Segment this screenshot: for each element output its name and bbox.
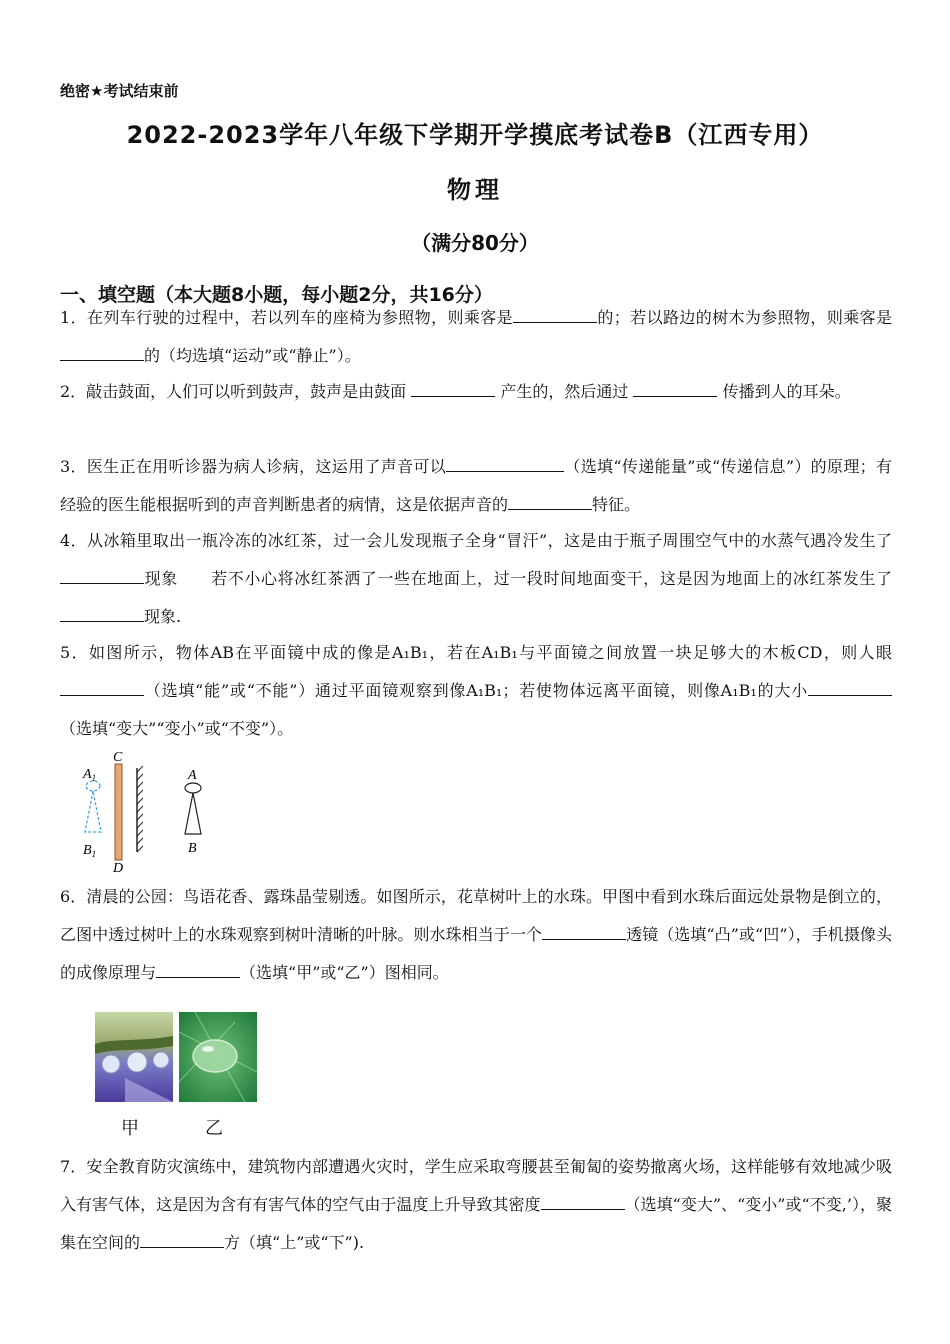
- question-text: （选填“能”或“不能”）通过平面镜观察到像A₁B₁；若使物体远离平面镜，则像A₁B₁的大小: [144, 681, 808, 700]
- question-text: 2．敲击鼓面，人们可以听到鼓声，鼓声是由鼓面: [60, 382, 407, 401]
- label-a: A: [188, 768, 197, 783]
- question-text: 4．从冰箱里取出一瓶冷冻的冰红茶，过一会儿发现瓶子全身“冒汗”，这是由于瓶子周围空气中的水蒸气遇冷发生了: [60, 531, 892, 550]
- label-a1: $A_1$: [83, 767, 97, 783]
- question-text: 6．清晨的公园：鸟语花香、露珠晶莹剔透。如图所示，花草树叶上的水珠。甲图中看到水珠后面远处景物是倒立的，乙图中透过树叶上的水珠观察到树叶清晰的叶脉。则水珠相当于一个: [60, 887, 892, 944]
- question-text: 5．如图所示，物体AB在平面镜中成的像是A₁B₁，若在A₁B₁与平面镜之间放置一块足够大的木板CD，则人眼: [60, 643, 892, 662]
- answer-blank[interactable]: [140, 1229, 224, 1248]
- object-body-shape: [185, 793, 201, 834]
- mirror-diagram: [75, 748, 215, 873]
- answer-blank[interactable]: [60, 603, 144, 622]
- droplet-shape: [102, 1055, 120, 1073]
- question-text: 3．医生正在用听诊器为病人诊病，这运用了声音可以: [60, 457, 447, 476]
- subject-title: 物理: [447, 176, 503, 204]
- question-7: [60, 1148, 892, 1262]
- question-3: [60, 448, 892, 524]
- droplet-shape: [193, 1040, 237, 1072]
- answer-blank[interactable]: [60, 565, 144, 584]
- question-text: 方（填“上”或“下”).: [224, 1233, 365, 1252]
- question-text: （选填“变大”、“变小”或“不变,’），聚集在空间的: [60, 1195, 892, 1252]
- secret-label: 绝密★考试结束前: [60, 82, 179, 100]
- object-tip-shape: [185, 783, 201, 793]
- droplet-shape: [153, 1052, 169, 1068]
- droplet-shape: [127, 1052, 147, 1072]
- droplet-highlight: [202, 1046, 214, 1052]
- question-text: 现象 若不小心将冰红茶洒了一些在地面上，过一段时间地面变干，这是因为地面上的冰红茶发生了: [144, 569, 892, 588]
- question-text: （选填“变大”“变小”或“不变”）。: [60, 719, 294, 738]
- mirror-hatching: [137, 766, 143, 852]
- question-text: 产生的，然后通过: [500, 382, 629, 401]
- question-5: [60, 634, 892, 748]
- question-text: 透镜（选填“凸”或“凹”），手机摄像头的成像原理与: [60, 925, 892, 982]
- label-b: B: [188, 841, 197, 856]
- question-text: 1．在列车行驶的过程中，若以列车的座椅为参照物，则乘客是: [60, 308, 514, 327]
- full-score: （满分80分）: [411, 231, 539, 255]
- question-2: [60, 373, 892, 411]
- question-6: [60, 878, 892, 992]
- answer-blank[interactable]: [446, 453, 564, 472]
- question-text: 7．安全教育防灾演练中，建筑物内部遭遇火灾时，学生应采取弯腰甚至匍匐的姿势撤离火场，这样能够有效地减少吸入有害气体，这是因为含有有害气体的空气由于温度上升导致其密度: [60, 1157, 892, 1214]
- answer-blank[interactable]: [633, 378, 717, 397]
- answer-blank[interactable]: [542, 921, 626, 940]
- droplet-photos: [95, 1012, 260, 1102]
- question-text: 的；若以路边的树木为参照物，则乘客是: [597, 308, 892, 327]
- caption-yi: 乙: [205, 1118, 223, 1139]
- answer-blank[interactable]: [508, 491, 592, 510]
- question-4: [60, 522, 892, 636]
- question-1: [60, 299, 892, 375]
- exam-title: 2022-2023学年八年级下学期开学摸底考试卷B（江西专用）: [126, 121, 824, 149]
- answer-blank[interactable]: [513, 304, 597, 323]
- question-text: 特征。: [592, 495, 641, 514]
- question-text: （选填“传递能量”或“传递信息”）的原理；有经验的医生能根据听到的声音判断患者的病情，这是依据声音的: [60, 457, 892, 514]
- answer-blank[interactable]: [60, 677, 144, 696]
- answer-blank[interactable]: [541, 1191, 625, 1210]
- answer-blank[interactable]: [411, 378, 495, 397]
- image-body-shape: [85, 791, 101, 832]
- section-heading: 一、填空题（本大题8小题，每小题2分，共16分）: [60, 284, 493, 306]
- question-text: 现象.: [144, 607, 182, 626]
- question-text: 的（均选填“运动”或“静止”）。: [144, 346, 361, 365]
- answer-blank[interactable]: [60, 342, 144, 361]
- answer-blank[interactable]: [156, 959, 240, 978]
- label-b1: $B_1$: [83, 843, 97, 859]
- wooden-board: [115, 764, 122, 860]
- label-c: C: [113, 750, 123, 765]
- answer-blank[interactable]: [808, 677, 892, 696]
- question-text: （选填“甲”或“乙”）图相同。: [240, 963, 449, 982]
- label-d: D: [113, 861, 124, 873]
- caption-jia: 甲: [121, 1118, 139, 1139]
- question-text: 传播到人的耳朵。: [722, 382, 851, 401]
